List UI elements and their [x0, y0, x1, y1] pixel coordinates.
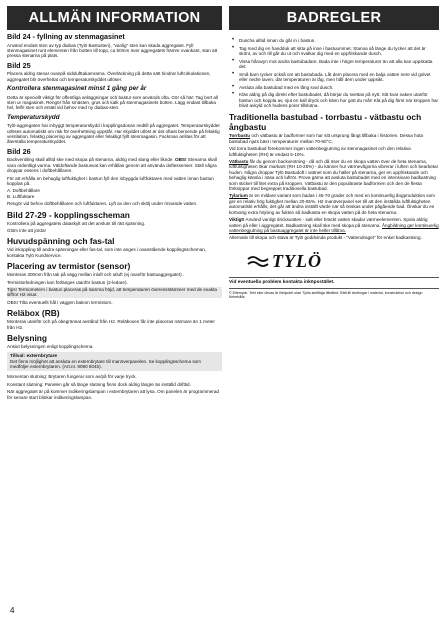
- important-body-underlined: Ångbildning ger kontinuerlig vattenbegjutning på bastuaggregatet är inte heller tillåtna.: [229, 222, 439, 233]
- important-note-text: [229, 217, 439, 233]
- list-item: • Små barn tycker också om att bastubada. Låt dem placera med en balja vatten nere vid golvet eller nedre laven, där temperaturen är låg, men håll dem under uppsikt.: [239, 72, 439, 83]
- section-lighting-title: Belysning: [7, 333, 48, 344]
- bild26-text-part2: Stenarna skall vara ordentligt varma. Väldoftande bastusvat kan erhållas genom att använda doftessenser. Ställ några droppar essens i doftbehållaren.: [7, 157, 217, 174]
- section-thermistor-extension-text: Termistorledningen kan förlänges utanför bastun (2-ledare).: [7, 279, 128, 285]
- footer-problem-contact: Vid eventuella problem kontakta inköpsstället.: [229, 279, 335, 285]
- list-item: • Vissa håravyn mot andra bastubadare. Bada inte i högre temperaturer än att alla kan uppskatta det.: [239, 59, 439, 70]
- section-thermistor-mount-text: Monteras 300mm från tak på vägg mellan inluft och utluft (ej ovanför bastuaggregatet) .: [7, 272, 185, 278]
- section-bild25-title: Bild 25: [7, 60, 31, 70]
- section-check-stones-title: Kontrollera stenmagasinet minst 1 gång per år: [7, 85, 147, 93]
- section-wiring-diagrams-title: Bild 27-29 - kopplingsscheman: [7, 209, 130, 220]
- list-item: • Tag med dig en handduk att sitta på inne i bastuummet. Stanna så länge du tycker att det är skönt, av och till går du ut och svalkar dig med en uppfriskande dusch.: [239, 46, 439, 57]
- footer-divider: [229, 277, 439, 278]
- list-item: • Avsluta alla bastubad med en lång sval dusch.: [239, 85, 439, 90]
- dry-sauna-body: och vätbastu är badformer som har sitt ursprung långt tillbaka i historien. Dessa hota bastubad njuts bäst i temperaturer mellan 70-90°C.: [229, 133, 423, 144]
- section-traditional-sauna-title: Traditionella bastubad - torrbastu - vätbastu och ångbastu: [229, 112, 422, 133]
- footer-copyright: © Eltemyck. Tekt eller devas är förbjudet utan Tylös skriftliga tillstånd. Rätt till ändringar i material, konstruktion och design förbehålls.: [229, 290, 423, 300]
- bathing-rules-list: [229, 38, 439, 108]
- section-bild26-humidifier-text: För att erhålla en behaglig luftfuktighet i bastun fyll den inbyggda luftfuktaren med vatten innan bastun kopplas på.: [7, 175, 214, 186]
- footer-divider-2: [229, 288, 439, 289]
- legend-b-humidifier: B. Luftfuktare: [7, 193, 35, 199]
- dry-sauna-humidity-text: Vid torra bastubad förekommer ingen vattenbegjutning av stenmagasinet och den relativa luftfuktigheten (RH) är endast 5-10%.: [229, 146, 411, 157]
- external-switch-text: Det finns möjlighet att ansluta en externbrytare till manöverpanelen. Se kopplingsschema som medföljer externbrytaren. (Art.nr. 9090 8045).: [10, 358, 201, 369]
- list-item: • Duscha alltid innan du går in i bastun.: [239, 38, 439, 43]
- external-switch-box: [7, 352, 222, 372]
- bathing-rules-banner: BADREGLER: [229, 6, 439, 30]
- external-switch-title: Tillval: externbrytare: [10, 353, 58, 359]
- section-bild26-cleaning-text: Rengör vid behov doftbehållaren och luftfuktaren. Lyft av den och skölj under rinnande vatten.: [7, 201, 198, 207]
- general-information-banner: ALLMÄN INFORMATION: [7, 6, 222, 30]
- section-temperature-protection-title: Temperaturskydd: [7, 113, 60, 121]
- wave-icon: [247, 255, 269, 269]
- indicator-lamp-text: När aggregatet är på kommer indikeringslampan i externbrytaren att lysa. Om panelen är programmerad för senare start blinkar indikeringslampan.: [7, 389, 219, 400]
- section-bild26-text: [7, 157, 222, 173]
- section-relay-box-text: Monteras utanför och på obegränsat avstånd från H2. Reläboxen får inte placeras närmare än 1 meter från H2.: [7, 319, 215, 330]
- section-lighting-text: Ansiut belysningen enligt kopplingschema.: [7, 344, 94, 350]
- tylarium-text: [229, 193, 439, 215]
- section-wiring-ground-text: Glöm inte att jorda!: [7, 228, 46, 234]
- section-stone-filling-title: Bild 24 - fyllning av stenmagasinet: [7, 32, 125, 41]
- section-wiring-voltage-text: Kontrollera på aggregatets dataskylt att det ansluts till rätt spänning.: [7, 220, 146, 226]
- wet-sauna-body: får du genom backventning - då och då öser du en skopa vatten över de heta stenarna, luftfuktigheten ökar markant (RH 10-25%) - du känner hur värmevågorna vibrerar i luften och bearbetar huden. Några droppar Tylö Bastudoft i vattnet som du häller på stenarna, ger en uppfriskande och behaglig känsla i näsa och luftrör. Prova gärna att avsluta bastubadet med en intensivare badkastning som sticker till litet extra på kroppen. Vätbastu är den populäraste badformen och den de flesta förknippar med begreppet traditionella bastubad.: [229, 159, 439, 192]
- legend-a-scent-container: A. Doftbehållare: [7, 188, 40, 194]
- alternative-scoop-text: Alternativ till skopa och stava är Tylö goddvinda produkt - "Vattendraget" för enkel badkastning.: [229, 235, 422, 241]
- section-temperature-protection-text: Tylö-aggregaten har inbyggt temperaturskydd i kopplingsdosan nedtill på aggregatet. Temperaturskyddet utlöses automatiskt om risk för överhettning uppstår. Har skyddet utlöst är det oftast beroende på felaktig ventilation, felaktig placering av aggregatet eller felaktigt fyllt stenmagasin. Fackman anlitas för att återställa temperaturskyddet.: [7, 123, 220, 145]
- section-thermistor-tip-text: Tips! Termometern i bastun placeras på samma höjd, att temperaturen överensstämmer med de exakta siffror H2 visar.: [7, 287, 222, 298]
- section-main-voltage-text: Vid inkoppling till andra spänningar eller fas-tal, som inte anges i ovanstående kopplingsscheman, kontakta Tylö Kundservice.: [7, 247, 207, 258]
- bathing-rules-column: [229, 6, 439, 302]
- page-number: 4: [10, 606, 15, 615]
- dry-sauna-text: [229, 133, 439, 144]
- section-bild25-text: Placera aldrig stenar ovanpå sidolufttakamrarna. Överläckning på detta sätt hindrar luftcirkulationen, aggregatet blir överhettat och temperaturskyddet utlöser.: [7, 71, 211, 82]
- tylarium-lead: Tylarium: [229, 193, 248, 199]
- section-thermistor-note-text: OBS! Tilta eventuellt hål i väggen bakom termistorn.: [7, 299, 113, 305]
- dry-sauna-lead: Torrbastu: [229, 133, 251, 139]
- general-information-column: [7, 6, 222, 402]
- bild26-obs-label: OBS!: [175, 157, 187, 163]
- wet-sauna-lead: Vätbastu: [229, 159, 249, 165]
- section-bild26-title: Bild 26: [7, 146, 31, 156]
- tylarium-body: är en mildare variant som badas i 45-70 grader och med en kontinuerlig ångproduktion som ger en relativ hög fuktighet mellan 20-65%. H2 manöverpanel ser till att den inställda luftfuktigheten automatiskt erhålls, det går att ändra inställt värde när så önskas under pågående bad. Önskar du en kortvarig extra höjning av fukten så badkasta en skopa vatten på de heta stenarna.: [229, 193, 435, 215]
- important-body: Använd vanligt dricksvatten - salt eller bräckt vatten skadar värmeelementen. Spola aldrig vatten på eller i aggregatet. Badkastning skall ske med skopa på stenarna.: [229, 217, 428, 228]
- section-check-stones-text: Detta är speciellt viktigt för offentliga anläggningar och bastur som används ofta. Gör så här: Tag bort all sten ur magasinet. Rengör från smästen, grus och kalk på stenmagasinets botten. Lägg endast tillbaka hel, felfri sten och ersätt vid behov med ny diabas-sten.: [7, 94, 219, 111]
- section-thermistor-title: Placering av termistor (sensor): [7, 261, 131, 272]
- list-item: • Kläs aldrig på dig direkt efter bastubadet, då börjar du svettas på nytt. Sitt kvar naken utanför bastun och koppla av, njut en kall dryck och känn hur gott du mår! Klä på dig först när kroppen har blivit avkyld och hudens porer tillslutna.: [239, 92, 439, 108]
- section-relay-box-title: Reläbox (RB): [7, 308, 60, 319]
- bild26-text-part1: Backventiling skall alltid ske med skopa på stenarna, aldrig med slang eller liknde.: [7, 157, 174, 163]
- important-label: Viktigt!: [229, 217, 245, 223]
- section-main-voltage-title: Huvudspänning och fas-tal: [7, 236, 115, 247]
- momentary-closure-text: Momentan slutning: Brytaren fungerar som av/på för varje tryck.: [7, 374, 137, 380]
- wet-sauna-text: [229, 159, 439, 191]
- section-stone-filling-text: Använd endast sten av typ diabas (Tylö Bastusten), "vanlig" sten kan skada aggregatet. Fyll stenmagasinet runt elementen från botten till topp, ca 50mm över aggregatets främre ovankant, stan att pressa stenarna på plats.: [7, 42, 218, 59]
- tylo-logo: [247, 251, 439, 273]
- constant-closure-text: Konstant slutning: Panelen går så länge slutning finns dock aldrig längre än inställd drifttid.: [7, 381, 191, 387]
- tylo-logo-word: TYLÖ: [272, 251, 322, 272]
